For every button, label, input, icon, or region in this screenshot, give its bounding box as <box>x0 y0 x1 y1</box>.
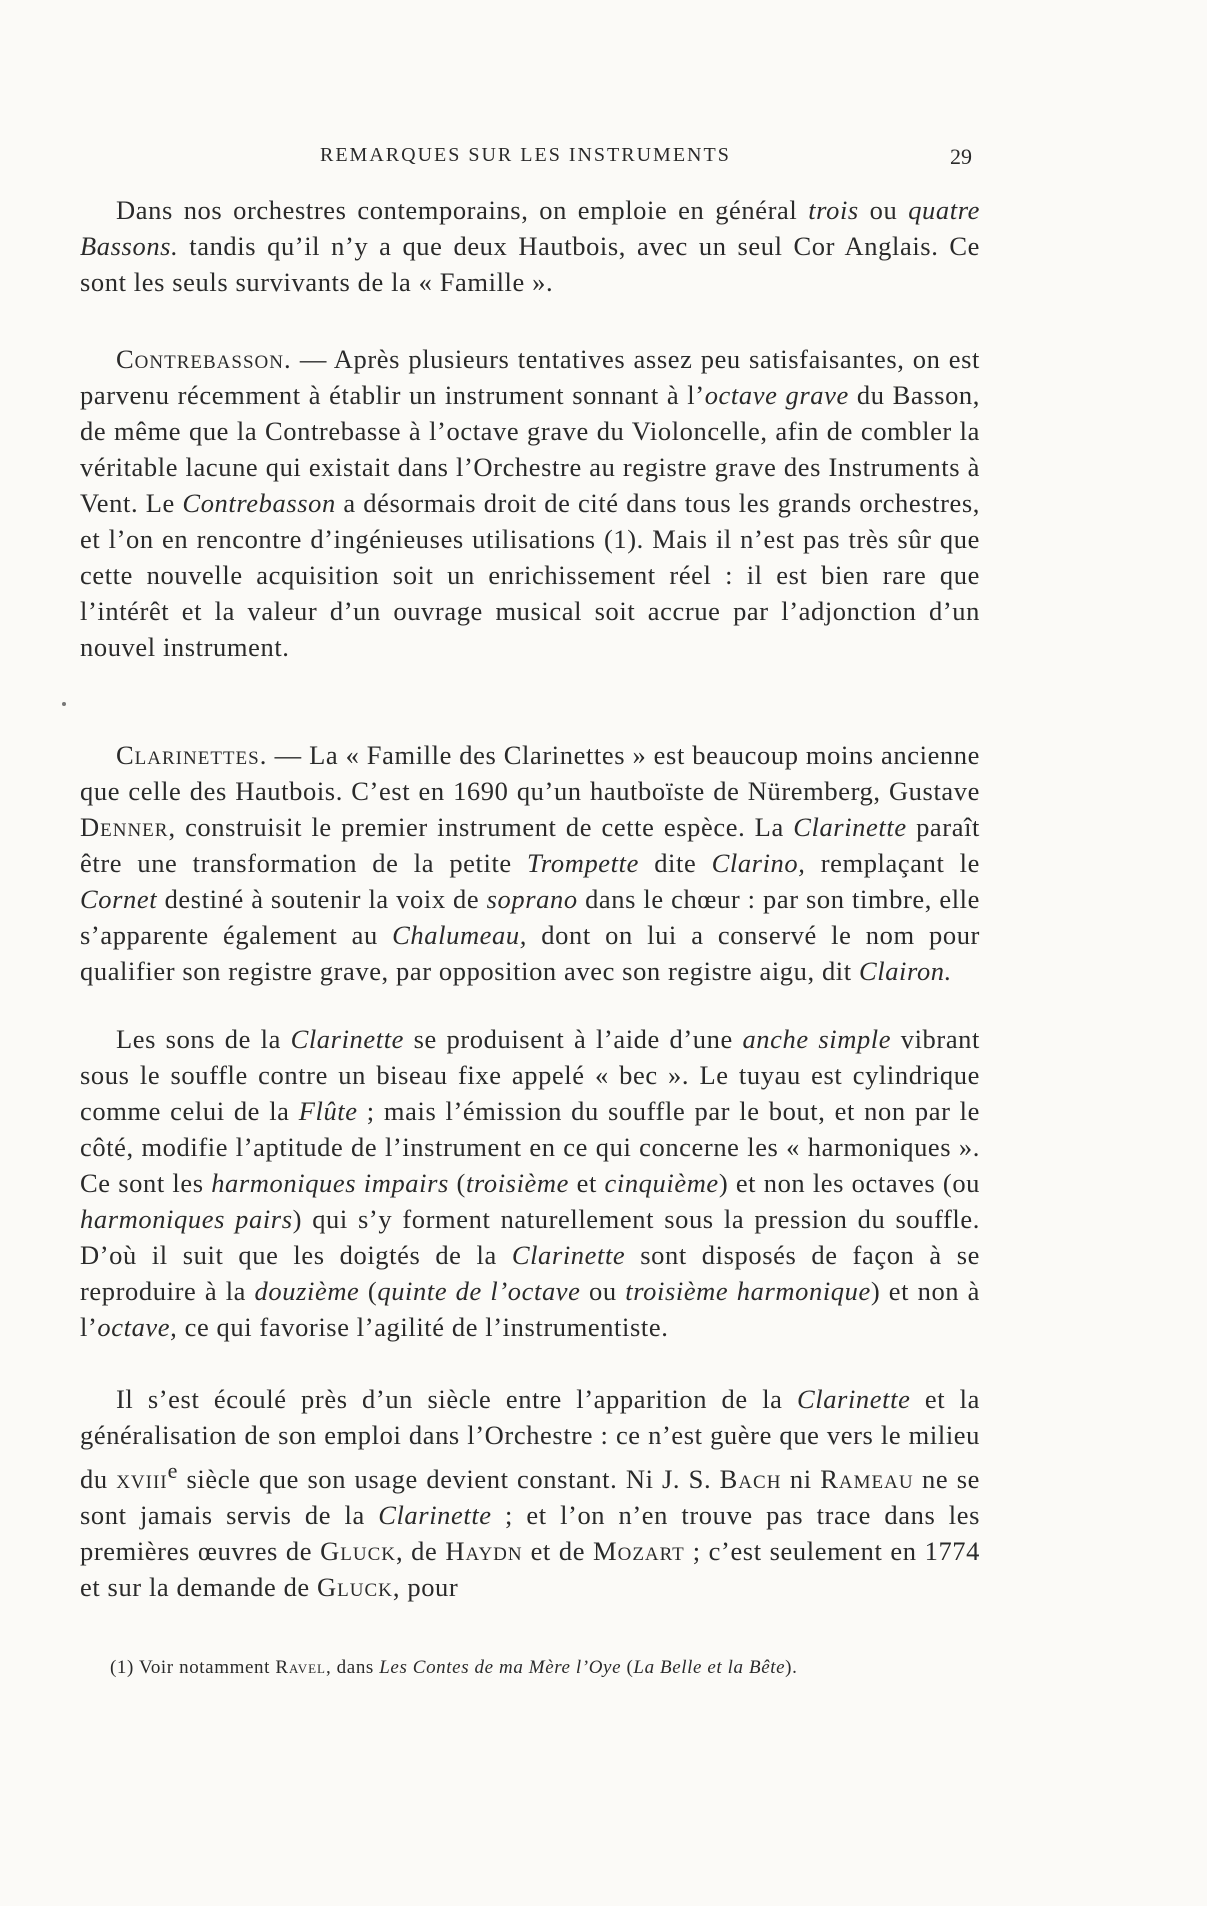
text-run: ; et l’on n’en trouve pas trace dans les premières œuvres de <box>80 1499 980 1566</box>
text-run: tandis qu’il n’y a que deux Hautbois, avec un seul Cor Anglais. Ce sont les seuls survivants de la « Famille ». <box>80 231 980 297</box>
paragraph-sons <box>80 1021 980 1345</box>
text-run: dans le chœur : par son timbre, elle s’apparente également au <box>80 884 980 950</box>
italic-run: Chalumeau, <box>392 920 527 950</box>
text-run: se produisent à l’aide d’une <box>404 1024 743 1054</box>
italic-run: cinquième <box>604 1168 719 1198</box>
small-caps-name: Ravel <box>275 1657 326 1678</box>
text-run: siècle que son usage devient constant. Ni J. S. <box>178 1463 720 1494</box>
italic-run: troisième <box>465 1168 570 1198</box>
text-run: ou <box>580 1276 626 1306</box>
italic-run: Cornet <box>80 884 158 914</box>
running-title: REMARQUES SUR LES INSTRUMENTS <box>320 144 731 166</box>
text-run: dite <box>638 848 712 878</box>
paragraph-contrebasson <box>80 341 980 665</box>
text-run: ni <box>781 1463 821 1494</box>
text-run: vibrant sous le souffle contre un biseau fixe appelé « bec ». Le tuyau est cylindrique comme celui de la <box>80 1024 980 1126</box>
text-run: et <box>569 1168 605 1198</box>
text-run: — Après plusieurs tentatives assez peu satisfaisantes, on est parvenu récemment à établir un instrument sonnant à l’ <box>80 344 980 410</box>
italic-run: Clarinette <box>290 1024 405 1054</box>
small-caps-name: Mozart <box>593 1535 685 1566</box>
text-run: sont disposés de façon à se reproduire à la <box>80 1240 980 1306</box>
text-run: ) et non à l’ <box>80 1276 981 1342</box>
italic-run: harmoniques impairs <box>211 1168 449 1198</box>
italic-run: anche simple <box>742 1024 892 1054</box>
text-run: du Basson, de même que la Contrebasse à l’octave grave du Violoncelle, afin de combler la véritable lacune qui existait dans l’Orchestre au registre grave des Instruments à Vent. Le <box>80 380 980 518</box>
text-run: (1) Voir notamment <box>110 1657 276 1678</box>
small-caps-name: Denner <box>80 812 169 842</box>
italic-run: Les Contes de ma Mère l’Oye <box>379 1657 622 1678</box>
italic-run: quatre Bassons. <box>80 195 980 261</box>
italic-run: Clarinette <box>796 1384 911 1414</box>
italic-run: troisième harmonique <box>625 1276 871 1306</box>
italic-run: soprano <box>486 884 578 914</box>
paragraph-histoire <box>80 1381 980 1605</box>
italic-run: Clarinette <box>511 1240 626 1270</box>
text-run: ; mais l’émission du souffle par le bout, et non par le côté, modifie l’aptitude de l’instrument en ce qui concerne les « harmoniques ». Ce sont les <box>80 1096 980 1198</box>
text-run: ( <box>621 1657 634 1678</box>
page-number: 29 <box>950 144 972 169</box>
italic-run: quinte de l’octave <box>377 1276 581 1306</box>
text-run: ne se sont jamais servis de la <box>80 1463 980 1530</box>
text-run: a désormais droit de cité dans tous les grands orchestres, et l’on en rencontre d’ingénieuses utilisations (1). Mais il n’est pas très sûr que cette nouvelle acquisition soit un enrichissement réel : il est bien rare que l’intérêt et la valeur d’un ouvrage musical soit accrue par l’adjonction d’un nouvel instrument. <box>80 488 980 662</box>
text-run: — La « Famille des Clarinettes » est beaucoup moins ancienne que celle des Hautbois. C’est en 1690 qu’un hautboïste de Nüremberg, Gustave <box>80 740 980 806</box>
text-run: destiné à soutenir la voix de <box>157 884 487 914</box>
small-caps-name: Bach <box>719 1463 782 1494</box>
text-run: ( <box>359 1276 378 1306</box>
italic-run: Clarinette <box>793 812 907 842</box>
italic-run: trois <box>808 195 859 225</box>
text-run: et la généralisation de son emploi dans l’Orchestre : ce n’est guère que vers le milieu du <box>80 1384 980 1494</box>
text-run: remplaçant le <box>805 848 980 878</box>
italic-run: Contrebasson <box>182 488 336 518</box>
paragraph-bassons <box>80 192 980 300</box>
section-heading: Clarinettes. <box>116 740 268 770</box>
italic-run: octave, <box>97 1312 178 1342</box>
small-caps-name: Gluck <box>317 1571 393 1602</box>
small-caps-name: Gluck <box>320 1535 396 1566</box>
century-numeral: xviii <box>116 1463 168 1494</box>
italic-run: La Belle et la Bête <box>633 1657 786 1678</box>
text-run: Il s’est écoulé près d’un siècle entre l’apparition de la <box>116 1384 797 1414</box>
text-run: , de <box>395 1535 446 1566</box>
text-run: ou <box>858 195 909 225</box>
italic-run: Clarino, <box>711 848 806 878</box>
superscript: e <box>167 1458 179 1483</box>
italic-run: Flûte <box>298 1096 358 1126</box>
text-run: ce qui favorise l’agilité de l’instrumentiste. <box>177 1312 669 1342</box>
small-caps-name: Rameau <box>820 1463 914 1494</box>
text-run: Les sons de la <box>116 1024 291 1054</box>
text-run: ). <box>785 1657 798 1678</box>
text-run: paraît être une transformation de la petite <box>80 812 980 878</box>
paragraph-clarinettes <box>80 737 980 989</box>
text-run: , pour <box>392 1571 459 1602</box>
italic-run: douzième <box>254 1276 360 1306</box>
italic-run: Clairon. <box>858 956 952 986</box>
section-heading: Contrebasson. <box>116 344 292 374</box>
text-run: , dans <box>325 1657 380 1678</box>
footnote <box>110 1657 1010 1679</box>
text-run: ; c’est seulement en 1774 et sur la demande de <box>80 1535 981 1602</box>
text-run: ( <box>448 1168 466 1198</box>
italic-run: Trompette <box>527 848 639 878</box>
italic-run: Clarinette <box>378 1499 492 1530</box>
text-run: ) qui s’y forment naturellement sous la pression du souffle. D’où il suit que les doigtés de la <box>80 1204 980 1270</box>
text-run: Dans nos orchestres contemporains, on emploie en général <box>116 195 809 225</box>
text-run: ) et non les octaves (ou <box>718 1168 981 1198</box>
italic-run: octave grave <box>704 380 849 410</box>
text-run: dont on lui a conservé le nom pour qualifier son registre grave, par opposition avec son registre aigu, dit <box>80 920 980 986</box>
text-run: et de <box>522 1535 594 1566</box>
italic-run: harmoniques pairs <box>80 1204 293 1234</box>
text-run: , construisit le premier instrument de cette espèce. La <box>168 812 794 842</box>
margin-dot <box>62 702 66 706</box>
small-caps-name: Haydn <box>445 1535 523 1566</box>
